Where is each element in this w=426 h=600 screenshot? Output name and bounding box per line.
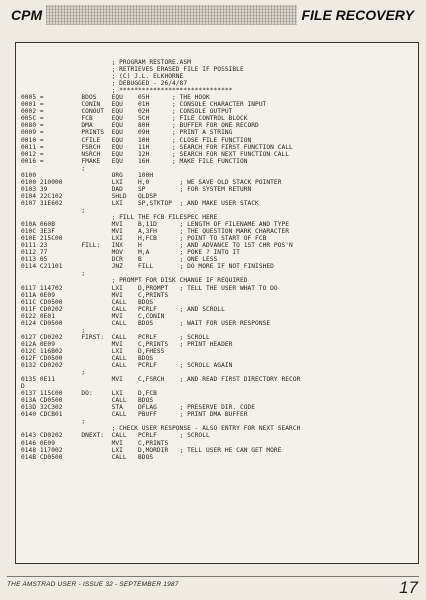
footer-credit [7, 581, 179, 588]
code-line: 0010 = CFILE EQU 10H ; CLOSE FILE FUNCTION [21, 136, 252, 144]
code-line: 0114 C21101 JNZ FILL ; DO MORE IF NOT FINISHED [21, 263, 274, 271]
footer-divider [7, 576, 419, 577]
code-line: 012A 0E09 MVI C,PRINTS ; PRINT HEADER [21, 340, 233, 348]
page-number: 17 [399, 578, 418, 597]
code-line: ; [21, 164, 86, 172]
code-line: 0127 CD0202 FIRST: CALL PCRLF ; SCROLL [21, 333, 210, 341]
code-line: 0100 ORG 100H [21, 171, 154, 179]
code-line: 012F CD0500 CALL BDOS [21, 354, 154, 362]
code-line: 0112 77 MOV M,A ; POKE ? INTO IT [21, 249, 240, 257]
code-line: 0011 = FSRCH EQU 11H ; SEARCH FOR FIRST FUNCTION CALL [21, 143, 293, 151]
code-line: 0132 CD0202 CALL PCRLF ; SCROLL AGAIN [21, 362, 233, 370]
code-line: ; FILL THE FCB FILESPEC HERE [21, 214, 218, 222]
code-line: 0111 23 FILL: INX H ; AND ADVANCE TO 1ST CHR POS'N [21, 242, 293, 250]
code-line: D [21, 383, 25, 391]
code-line: 0148 117002 LXI D,MORDIR ; TELL USER HE CAN GET MORE [21, 446, 282, 454]
code-line: 0143 CD0202 DNEXT: CALL PCRLF ; SCROLL [21, 432, 210, 440]
header-bar [7, 5, 418, 25]
code-listing-box [15, 42, 419, 564]
code-line: 010A 060B MVI B,11D ; LENGTH OF FILENAME AND TYPE [21, 221, 290, 229]
code-line: 0002 = CONOUT EQU 02H ; CONSOLE OUTPUT [21, 108, 233, 116]
code-line: 013A CD0500 CALL BDOS [21, 397, 154, 405]
code-line: 010C 3E3F MVI A,3FH ; THE QUESTION MARK CHARACTER [21, 228, 290, 236]
code-line: 012C 116B02 LXI D,FHESS [21, 347, 165, 355]
code-line: 0103 39 DAD SP ; FOR SYSTEM RETURN [21, 185, 252, 193]
code-line: 005C = FCB EQU 5CH ; FILE CONTROL BLOCK [21, 115, 248, 123]
code-line: ; [21, 326, 86, 334]
code-line: 013D 32C302 STA DFLAG ; PRESERVE DIR. CODE [21, 404, 256, 412]
code-line: 0140 CDCB01 CALL PBUFF ; PRINT DMA BUFFER [21, 411, 248, 419]
code-line: 0146 0E09 MVI C,PRINTS [21, 439, 169, 447]
code-line: 0009 = PRINTS EQU 09H ; PRINT A STRING [21, 129, 233, 137]
code-line: ; DEBUGGED - 26/4/87 [21, 80, 188, 88]
code-line: 0001 = CONIN EQU 01H ; CONSOLE CHARACTER INPUT [21, 101, 267, 109]
code-line: ; ****************************** [21, 87, 233, 95]
code-line: 0122 0E01 MVI C,CONIN [21, 312, 165, 320]
article-title: FILE RECOVERY [297, 5, 418, 25]
code-line: 0124 CD0500 CALL BDOS ; WAIT FOR USER RESPONSE [21, 319, 271, 327]
footer-separator: - [114, 581, 120, 588]
code-line: 0080 = DMA EQU 80H ; BUFFER FOR ONE RECORD [21, 122, 259, 130]
publication-name: THE AMSTRAD USER [7, 581, 77, 588]
code-line: 011A 0E09 MVI C,PRINTS [21, 291, 169, 299]
code-line: ; [21, 418, 86, 426]
code-line: 0104 22C102 SHLD OLDSP [21, 192, 157, 200]
code-line: ; CHECK USER RESPONSE - ALSO ENTRY FOR NEXT SEARCH [21, 425, 301, 433]
code-line: 0135 0E11 MVI C,FSRCH ; AND READ FIRST DIRECTORY RECOR [21, 376, 301, 384]
code-line: ; PROGRAM RESTORE.ASM [21, 59, 191, 66]
code-line: 011C CD0500 CALL BDOS [21, 298, 154, 306]
code-line: 0117 114702 LXI D,PROMPT ; TELL THE USER WHAT TO DO [21, 284, 278, 292]
code-line: 0012 = NSRCH EQU 12H ; SEARCH FOR NEXT FUNCTION CALL [21, 150, 290, 158]
code-line: ; RETRIEVES ERASED FILE IF POSSIBLE [21, 66, 244, 74]
code-line: 0016 = FMAKE EQU 16H ; MAKE FILE FUNCTION [21, 157, 248, 165]
code-line: 0005 = BDOS EQU 05H ; THE HOOK [21, 94, 210, 102]
code-line: 014B CD0500 CALL BDOS [21, 453, 154, 461]
code-line: 0137 115C00 DO: LXI D,FCB [21, 390, 157, 398]
code-line: 0107 31E602 LXI SP,STKTOP ; AND MAKE USER STACK [21, 199, 259, 207]
code-line: ; [21, 369, 86, 377]
footer-separator: - [78, 581, 83, 588]
code-line: 010E 215C00 LXI H,FCB ; POINT TO START OF FCB [21, 235, 267, 243]
code-line: ; [21, 270, 86, 278]
code-line: 011F CD0202 CALL PCRLF ; AND SCROLL [21, 305, 225, 313]
assembly-listing [21, 59, 414, 461]
issue-date: SEPTEMBER 1987 [119, 581, 179, 588]
code-line: 0113 05 DCR B ; ONE LESS [21, 256, 218, 264]
code-line: ; (C) J.L. ELKHORNE [21, 73, 184, 81]
code-line: ; [21, 206, 86, 214]
section-title: CPM [7, 5, 46, 25]
code-line: 0100 210000 LXI H,0 ; WE SAVE OLD STACK POINTER [21, 178, 282, 186]
code-line: ; PROMPT FOR DISK CHANGE IF REQUIRED [21, 277, 248, 285]
issue-number: ISSUE 32 [82, 581, 113, 588]
